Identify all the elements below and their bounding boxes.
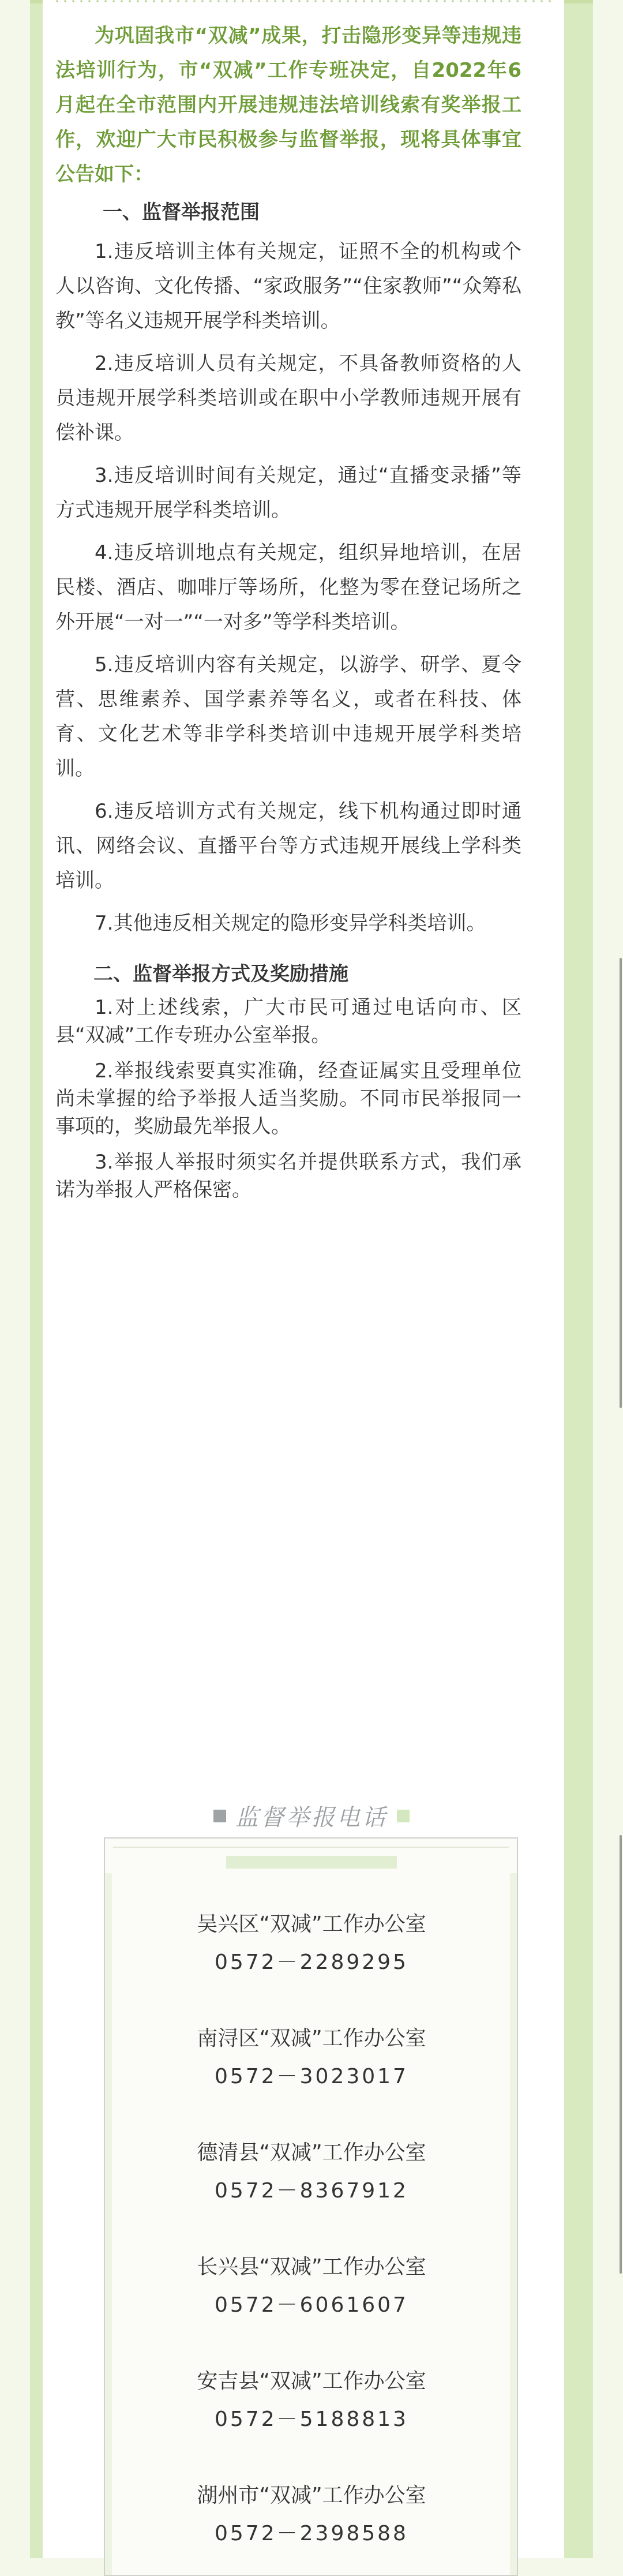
office-phone[interactable]: 0572－5188813: [215, 2407, 408, 2431]
square-bullet-icon: [213, 1810, 226, 1822]
office-name: 德清县“双减”工作办公室: [197, 2141, 426, 2165]
method-item-3: 3.举报人举报时须实名并提供联系方式，我们承诺为举报人严格保密。: [55, 1151, 521, 1201]
accent-bar: [226, 1856, 397, 1869]
scope-item-1: 1.违反培训主体有关规定，证照不全的机构或个人以咨询、文化传播、“家政服务”“住家教师”“众筹私教”等名义违规开展学科类培训。: [55, 240, 521, 332]
article-body: [55, 18, 521, 1212]
phone-title-text: 监督举报电话: [235, 1804, 388, 1831]
section-title-scope: 一、监督举报范围: [103, 201, 260, 224]
office-entry: [0, 2477, 623, 2553]
office-name: 安吉县“双减”工作办公室: [197, 2369, 426, 2393]
dotted-border: [53, 0, 554, 2]
intro-paragraph: 为巩固我市“双减”成果，打击隐形变异等违规违法培训行为，市“双减”工作专班决定，自2022年6月起在全市范围内开展违规违法培训线索有奖举报工作，欢迎广大市民积极参与监督举报，现将具体事宜公告如下：: [55, 24, 521, 186]
office-phone[interactable]: 0572－8367912: [215, 2179, 408, 2203]
office-phone[interactable]: 0572－3023017: [215, 2065, 408, 2088]
office-name: 吴兴区“双减”工作办公室: [197, 1912, 426, 1936]
office-entry: [0, 2248, 623, 2324]
section-title-methods: 二、监督举报方式及奖励措施: [93, 963, 348, 986]
office-entry: [0, 2020, 623, 2096]
office-phone[interactable]: 0572－2398588: [215, 2522, 408, 2545]
method-item-2: 2.举报线索要真实准确，经查证属实且受理单位尚未掌握的给予举报人适当奖励。不同市民举报同一事项的，奖励最先举报人。: [55, 1059, 521, 1138]
office-name: 长兴县“双减”工作办公室: [197, 2255, 426, 2279]
office-name: 南浔区“双减”工作办公室: [197, 2027, 426, 2050]
square-bullet-icon: [397, 1810, 410, 1822]
scope-item-2: 2.违反培训人员有关规定，不具备教师资格的人员违规开展学科类培训或在职中小学教师违规开展有偿补课。: [55, 352, 521, 444]
method-item-1: 1.对上述线索，广大市民可通过电话向市、区县“双减”工作专班办公室举报。: [55, 996, 521, 1047]
office-name: 湖州市“双减”工作办公室: [197, 2484, 426, 2507]
office-entry: [0, 1905, 623, 1982]
scrollbar[interactable]: [620, 1835, 622, 2274]
scope-item-4: 4.违反培训地点有关规定，组织异地培训，在居民楼、酒店、咖啡厅等场所，化整为零在登记场所之外开展“一对一”“一对多”等学科类培训。: [55, 541, 521, 634]
scope-item-7: 7.其他违反相关规定的隐形变异学科类培训。: [95, 912, 486, 935]
office-entry: [0, 2362, 623, 2439]
phone-section-heading: [0, 1799, 623, 1834]
divider: [113, 1847, 509, 1848]
office-phone[interactable]: 0572－6061607: [215, 2293, 408, 2317]
scrollbar[interactable]: [620, 958, 622, 1408]
scope-item-5: 5.违反培训内容有关规定，以游学、研学、夏令营、思维素养、国学素养等名义，或者在科技、体育、文化艺术等非学科类培训中违规开展学科类培训。: [55, 653, 521, 780]
scope-item-6: 6.违反培训方式有关规定，线下机构通过即时通讯、网络会议、直播平台等方式违规开展线上学科类培训。: [55, 800, 521, 892]
office-entry: [0, 2134, 623, 2210]
office-phone[interactable]: 0572－2289295: [215, 1950, 408, 1974]
scope-item-3: 3.违反培训时间有关规定，通过“直播变录播”等方式违规开展学科类培训。: [55, 464, 521, 522]
